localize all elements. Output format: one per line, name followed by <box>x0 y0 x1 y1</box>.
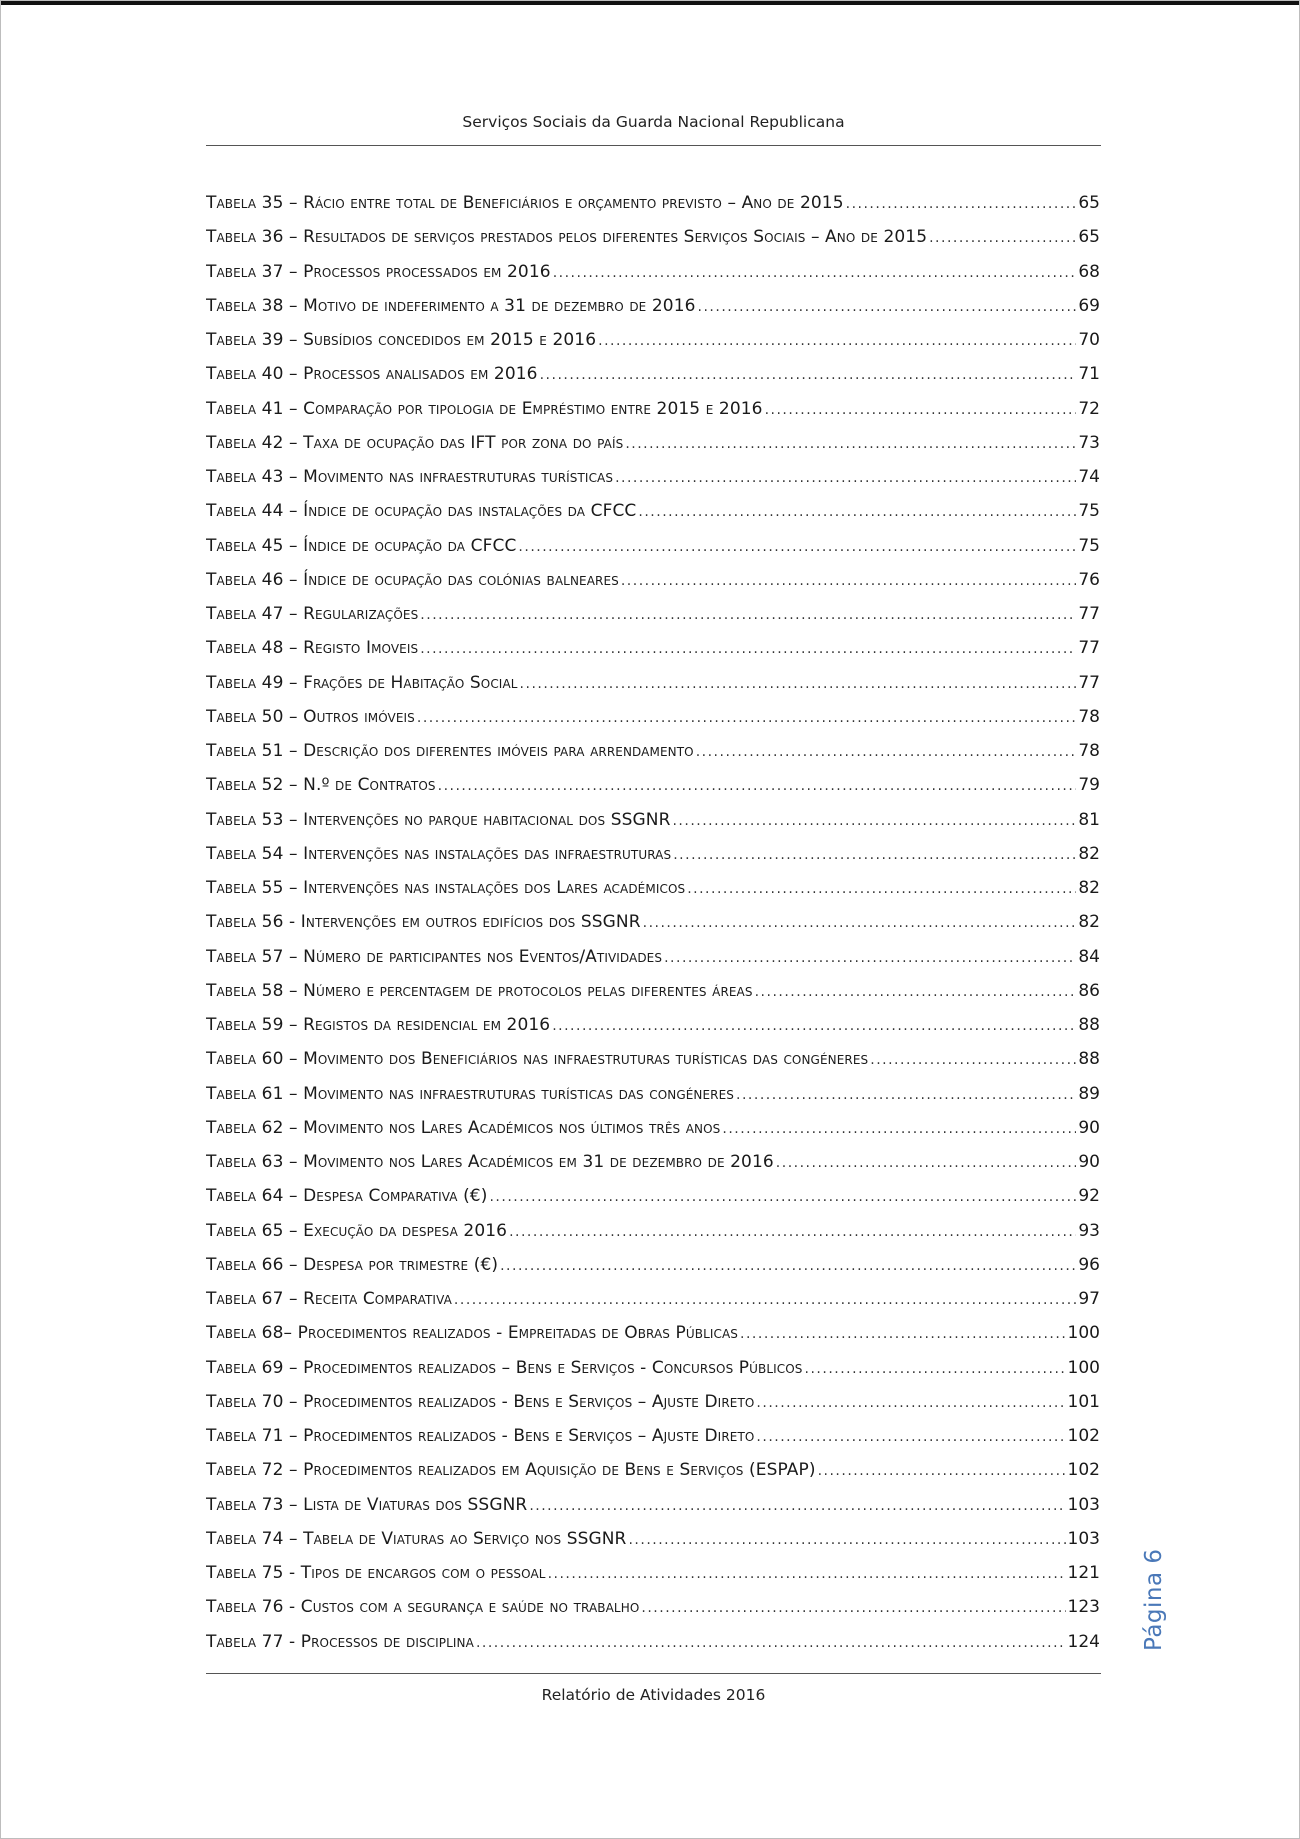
toc-dot-leader <box>736 1078 1076 1111</box>
toc-entry-page-number: 86 <box>1078 980 1100 1001</box>
toc-entry-page-number: 103 <box>1067 1494 1100 1515</box>
toc-entry-title: Tabela 46 – Índice de ocupação das colónias balneares <box>206 569 619 590</box>
toc-entry[interactable] <box>206 905 1100 939</box>
toc-entry[interactable] <box>206 289 1100 323</box>
toc-entry-page-number: 103 <box>1067 1528 1100 1549</box>
toc-entry[interactable] <box>206 734 1100 768</box>
toc-entry-page-number: 121 <box>1067 1563 1100 1583</box>
toc-entry-page-number: 90 <box>1078 1117 1100 1138</box>
toc-entry[interactable] <box>206 392 1100 426</box>
toc-entry-title: Tabela 57 – Número de participantes nos Eventos/Atividades <box>206 946 663 967</box>
toc-dot-leader <box>929 221 1076 254</box>
toc-dot-leader <box>420 632 1076 665</box>
toc-entry-page-number: 71 <box>1078 364 1100 385</box>
toc-entry-page-number: 77 <box>1078 672 1100 693</box>
toc-entry[interactable] <box>206 529 1100 563</box>
toc-dot-leader <box>698 290 1076 323</box>
toc-dot-leader <box>722 1112 1076 1145</box>
toc-entry-title: Tabela 42 – Taxa de ocupação das IFT por zona do país <box>206 432 624 453</box>
toc-entry-title: Tabela 66 – Despesa por trimestre (€) <box>206 1254 499 1275</box>
toc-entry[interactable] <box>206 460 1100 494</box>
toc-entry-page-number: 79 <box>1078 775 1100 796</box>
toc-entry-page-number: 101 <box>1067 1391 1100 1412</box>
toc-entry-title: Tabela 44 – Índice de ocupação das instalações da CFCC <box>206 501 637 522</box>
page-footer: Relatório de Atividades 2016 <box>541 1686 766 1704</box>
header-divider <box>206 145 1101 146</box>
toc-entry[interactable] <box>206 974 1100 1008</box>
toc-entry-page-number: 74 <box>1078 467 1100 487</box>
toc-dot-leader <box>673 838 1076 871</box>
toc-entry-title: Tabela 76 - Custos com a segurança e saúde no trabalho <box>206 1597 640 1618</box>
toc-entry-title: Tabela 51 – Descrição dos diferentes imóveis para arrendamento <box>206 741 694 761</box>
toc-entry-page-number: 65 <box>1078 227 1100 248</box>
toc-entry[interactable] <box>206 1145 1100 1179</box>
side-page-number: Página 6 <box>1141 1548 1167 1651</box>
toc-entry-title: Tabela 39 – Subsídios concedidos em 2015 e 2016 <box>206 330 597 350</box>
toc-dot-leader <box>740 1317 1066 1350</box>
toc-entry-title: Tabela 74 – Tabela de Viaturas ao Serviço nos SSGNR <box>206 1528 627 1549</box>
toc-entry-page-number: 75 <box>1078 501 1100 522</box>
toc-entry-page-number: 68 <box>1078 261 1100 282</box>
toc-entry-title: Tabela 58 – Número e percentagem de protocolos pelas diferentes áreas <box>206 980 753 1001</box>
toc-dot-leader <box>615 461 1076 494</box>
toc-entry[interactable] <box>206 700 1100 734</box>
toc-entry-title: Tabela 72 – Procedimentos realizados em Aquisição de Bens e Serviços (ESPAP) <box>206 1460 816 1481</box>
toc-entry-title: Tabela 61 – Movimento nas infraestruturas turísticas das congéneres <box>206 1083 735 1104</box>
toc-entry[interactable] <box>206 837 1100 871</box>
toc-entry[interactable] <box>206 1625 1100 1659</box>
toc-entry[interactable] <box>206 1590 1100 1624</box>
toc-entry-page-number: 77 <box>1078 638 1100 659</box>
toc-dot-leader <box>509 1215 1076 1248</box>
toc-dot-leader <box>805 1352 1066 1385</box>
toc-entry-page-number: 75 <box>1078 535 1100 556</box>
toc-entry[interactable] <box>206 1111 1100 1145</box>
toc-entry-title: Tabela 75 - Tipos de encargos com o pessoal <box>206 1563 546 1583</box>
toc-dot-leader <box>641 1591 1065 1624</box>
toc-dot-leader <box>625 427 1076 460</box>
toc-entry-title: Tabela 41 – Comparação por tipologia de Empréstimo entre 2015 e 2016 <box>206 398 763 419</box>
toc-entry-page-number: 88 <box>1078 1049 1100 1070</box>
toc-entry-page-number: 82 <box>1078 878 1100 898</box>
toc-dot-leader <box>621 564 1076 597</box>
toc-entry-title: Tabela 38 – Motivo de indeferimento a 31 de dezembro de 2016 <box>206 295 696 316</box>
toc-entry[interactable] <box>206 1179 1100 1213</box>
toc-dot-leader <box>552 1009 1076 1042</box>
toc-entry-title: Tabela 70 – Procedimentos realizados - Bens e Serviços – Ajuste Direto <box>206 1391 755 1412</box>
table-of-contents-list <box>206 186 1100 1659</box>
toc-entry[interactable] <box>206 940 1100 974</box>
toc-entry[interactable] <box>206 1282 1100 1316</box>
toc-entry[interactable] <box>206 871 1100 905</box>
toc-entry[interactable] <box>206 563 1100 597</box>
toc-entry[interactable] <box>206 1042 1100 1076</box>
toc-entry[interactable] <box>206 1008 1100 1042</box>
toc-entry-title: Tabela 48 – Registo Imoveis <box>206 638 419 659</box>
toc-entry[interactable] <box>206 1419 1100 1453</box>
toc-entry-page-number: 89 <box>1078 1083 1100 1104</box>
toc-dot-leader <box>518 530 1076 563</box>
toc-entry[interactable] <box>206 631 1100 665</box>
toc-entry[interactable] <box>206 1453 1100 1487</box>
toc-entry-page-number: 81 <box>1078 809 1100 830</box>
toc-dot-leader <box>756 1420 1065 1453</box>
toc-entry-page-number: 88 <box>1078 1015 1100 1035</box>
toc-entry-title: Tabela 56 - Intervenções em outros edifícios dos SSGNR <box>206 912 641 933</box>
toc-entry-title: Tabela 63 – Movimento nos Lares Académicos em 31 de dezembro de 2016 <box>206 1152 774 1172</box>
toc-dot-leader <box>489 1180 1076 1213</box>
toc-entry[interactable] <box>206 1248 1100 1282</box>
toc-dot-leader <box>672 804 1076 837</box>
toc-dot-leader <box>765 393 1076 426</box>
toc-entry[interactable] <box>206 1556 1100 1590</box>
toc-dot-leader <box>454 1283 1076 1316</box>
toc-entry[interactable] <box>206 426 1100 460</box>
toc-entry-page-number: 97 <box>1078 1289 1100 1309</box>
toc-entry-title: Tabela 52 – N.º de Contratos <box>206 775 436 796</box>
toc-entry-page-number: 76 <box>1078 569 1100 590</box>
toc-entry[interactable] <box>206 220 1100 254</box>
toc-entry-page-number: 123 <box>1067 1597 1100 1618</box>
toc-entry-page-number: 82 <box>1078 843 1100 864</box>
toc-entry-title: Tabela 43 – Movimento nas infraestruturas turísticas <box>206 467 614 487</box>
toc-dot-leader <box>628 1523 1065 1556</box>
toc-entry[interactable] <box>206 494 1100 528</box>
toc-entry-page-number: 102 <box>1067 1426 1100 1446</box>
toc-entry-title: Tabela 73 – Lista de Viaturas dos SSGNR <box>206 1494 528 1515</box>
toc-entry-page-number: 77 <box>1078 604 1100 624</box>
toc-entry-title: Tabela 55 – Intervenções nas instalações dos Lares académicos <box>206 878 686 898</box>
toc-entry-title: Tabela 62 – Movimento nos Lares Académicos nos últimos três anos <box>206 1117 721 1138</box>
toc-dot-leader <box>664 941 1076 974</box>
toc-entry[interactable] <box>206 1351 1100 1385</box>
toc-dot-leader <box>500 1249 1076 1282</box>
toc-entry-title: Tabela 71 – Procedimentos realizados - Bens e Serviços – Ajuste Direto <box>206 1426 755 1446</box>
toc-dot-leader <box>476 1626 1066 1659</box>
toc-entry[interactable] <box>206 1316 1100 1350</box>
toc-entry[interactable] <box>206 357 1100 391</box>
toc-entry-page-number: 100 <box>1067 1357 1100 1378</box>
toc-entry-page-number: 84 <box>1078 946 1100 967</box>
toc-entry-title: Tabela 49 – Frações de Habitação Social <box>206 672 518 693</box>
toc-dot-leader <box>870 1043 1076 1076</box>
toc-dot-leader <box>638 495 1076 528</box>
toc-entry-title: Tabela 35 – Rácio entre total de Beneficiários e orçamento previsto – Ano de 2015 <box>206 193 844 213</box>
toc-entry-page-number: 100 <box>1067 1323 1100 1344</box>
toc-dot-leader <box>540 358 1076 391</box>
toc-dot-leader <box>438 769 1076 802</box>
scan-top-edge <box>1 1 1299 5</box>
toc-dot-leader <box>696 735 1076 768</box>
toc-entry-title: Tabela 77 - Processos de disciplina <box>206 1631 474 1652</box>
toc-entry-page-number: 69 <box>1078 295 1100 316</box>
toc-entry[interactable] <box>206 186 1100 220</box>
toc-dot-leader <box>417 701 1076 734</box>
toc-entry-page-number: 102 <box>1067 1460 1100 1481</box>
toc-entry-title: Tabela 54 – Intervenções nas instalações das infraestruturas <box>206 843 672 864</box>
toc-dot-leader <box>529 1489 1065 1522</box>
toc-dot-leader <box>776 1146 1076 1179</box>
toc-entry-title: Tabela 47 – Regularizações <box>206 604 419 624</box>
toc-entry-title: Tabela 67 – Receita Comparativa <box>206 1289 452 1309</box>
toc-dot-leader <box>598 324 1076 357</box>
toc-entry-title: Tabela 64 – Despesa Comparativa (€) <box>206 1186 488 1207</box>
toc-entry[interactable] <box>206 768 1100 802</box>
toc-entry-page-number: 93 <box>1078 1220 1100 1241</box>
toc-entry-title: Tabela 50 – Outros imóveis <box>206 706 415 727</box>
toc-entry-title: Tabela 68– Procedimentos realizados - Empreitadas de Obras Públicas <box>206 1323 739 1344</box>
toc-dot-leader <box>548 1557 1066 1590</box>
toc-entry-page-number: 73 <box>1078 432 1100 453</box>
toc-entry[interactable] <box>206 666 1100 700</box>
toc-entry[interactable] <box>206 803 1100 837</box>
toc-dot-leader <box>755 975 1076 1008</box>
toc-entry-title: Tabela 37 – Processos processados em 2016 <box>206 261 551 282</box>
toc-entry-title: Tabela 45 – Índice de ocupação da CFCC <box>206 535 517 556</box>
toc-entry-page-number: 96 <box>1078 1254 1100 1275</box>
toc-entry[interactable] <box>206 323 1100 357</box>
toc-entry-title: Tabela 40 – Processos analisados em 2016 <box>206 364 538 385</box>
toc-entry-page-number: 65 <box>1078 193 1100 213</box>
toc-entry-title: Tabela 65 – Execução da despesa 2016 <box>206 1220 508 1241</box>
toc-entry-page-number: 78 <box>1078 706 1100 727</box>
toc-entry-page-number: 70 <box>1078 330 1100 350</box>
toc-entry[interactable] <box>206 1077 1100 1111</box>
footer-divider <box>206 1673 1101 1674</box>
toc-dot-leader <box>846 187 1076 220</box>
toc-dot-leader <box>687 872 1076 905</box>
toc-dot-leader <box>553 256 1076 289</box>
toc-entry-title: Tabela 60 – Movimento dos Beneficiários nas infraestruturas turísticas das congéneres <box>206 1049 869 1070</box>
toc-entry-title: Tabela 53 – Intervenções no parque habitacional dos SSGNR <box>206 809 671 830</box>
toc-entry-page-number: 82 <box>1078 912 1100 933</box>
toc-entry-page-number: 92 <box>1078 1186 1100 1207</box>
toc-entry[interactable] <box>206 1214 1100 1248</box>
toc-entry-title: Tabela 36 – Resultados de serviços prestados pelos diferentes Serviços Sociais – Ano de 2015 <box>206 227 928 248</box>
toc-entry-page-number: 78 <box>1078 741 1100 761</box>
toc-entry[interactable] <box>206 1488 1100 1522</box>
toc-entry-title: Tabela 69 – Procedimentos realizados – Bens e Serviços - Concursos Públicos <box>206 1357 803 1378</box>
toc-dot-leader <box>520 667 1076 700</box>
toc-entry-page-number: 72 <box>1078 398 1100 419</box>
toc-entry-page-number: 124 <box>1067 1631 1100 1652</box>
toc-entry[interactable] <box>206 1522 1100 1556</box>
toc-entry[interactable] <box>206 597 1100 631</box>
toc-entry[interactable] <box>206 255 1100 289</box>
toc-entry[interactable] <box>206 1385 1100 1419</box>
toc-dot-leader <box>756 1386 1065 1419</box>
toc-entry-title: Tabela 59 – Registos da residencial em 2016 <box>206 1015 551 1035</box>
toc-dot-leader <box>420 598 1076 631</box>
page-header: Serviços Sociais da Guarda Nacional Republicana <box>462 113 845 131</box>
toc-dot-leader <box>818 1454 1066 1487</box>
toc-dot-leader <box>643 906 1076 939</box>
toc-entry-page-number: 90 <box>1078 1152 1100 1172</box>
